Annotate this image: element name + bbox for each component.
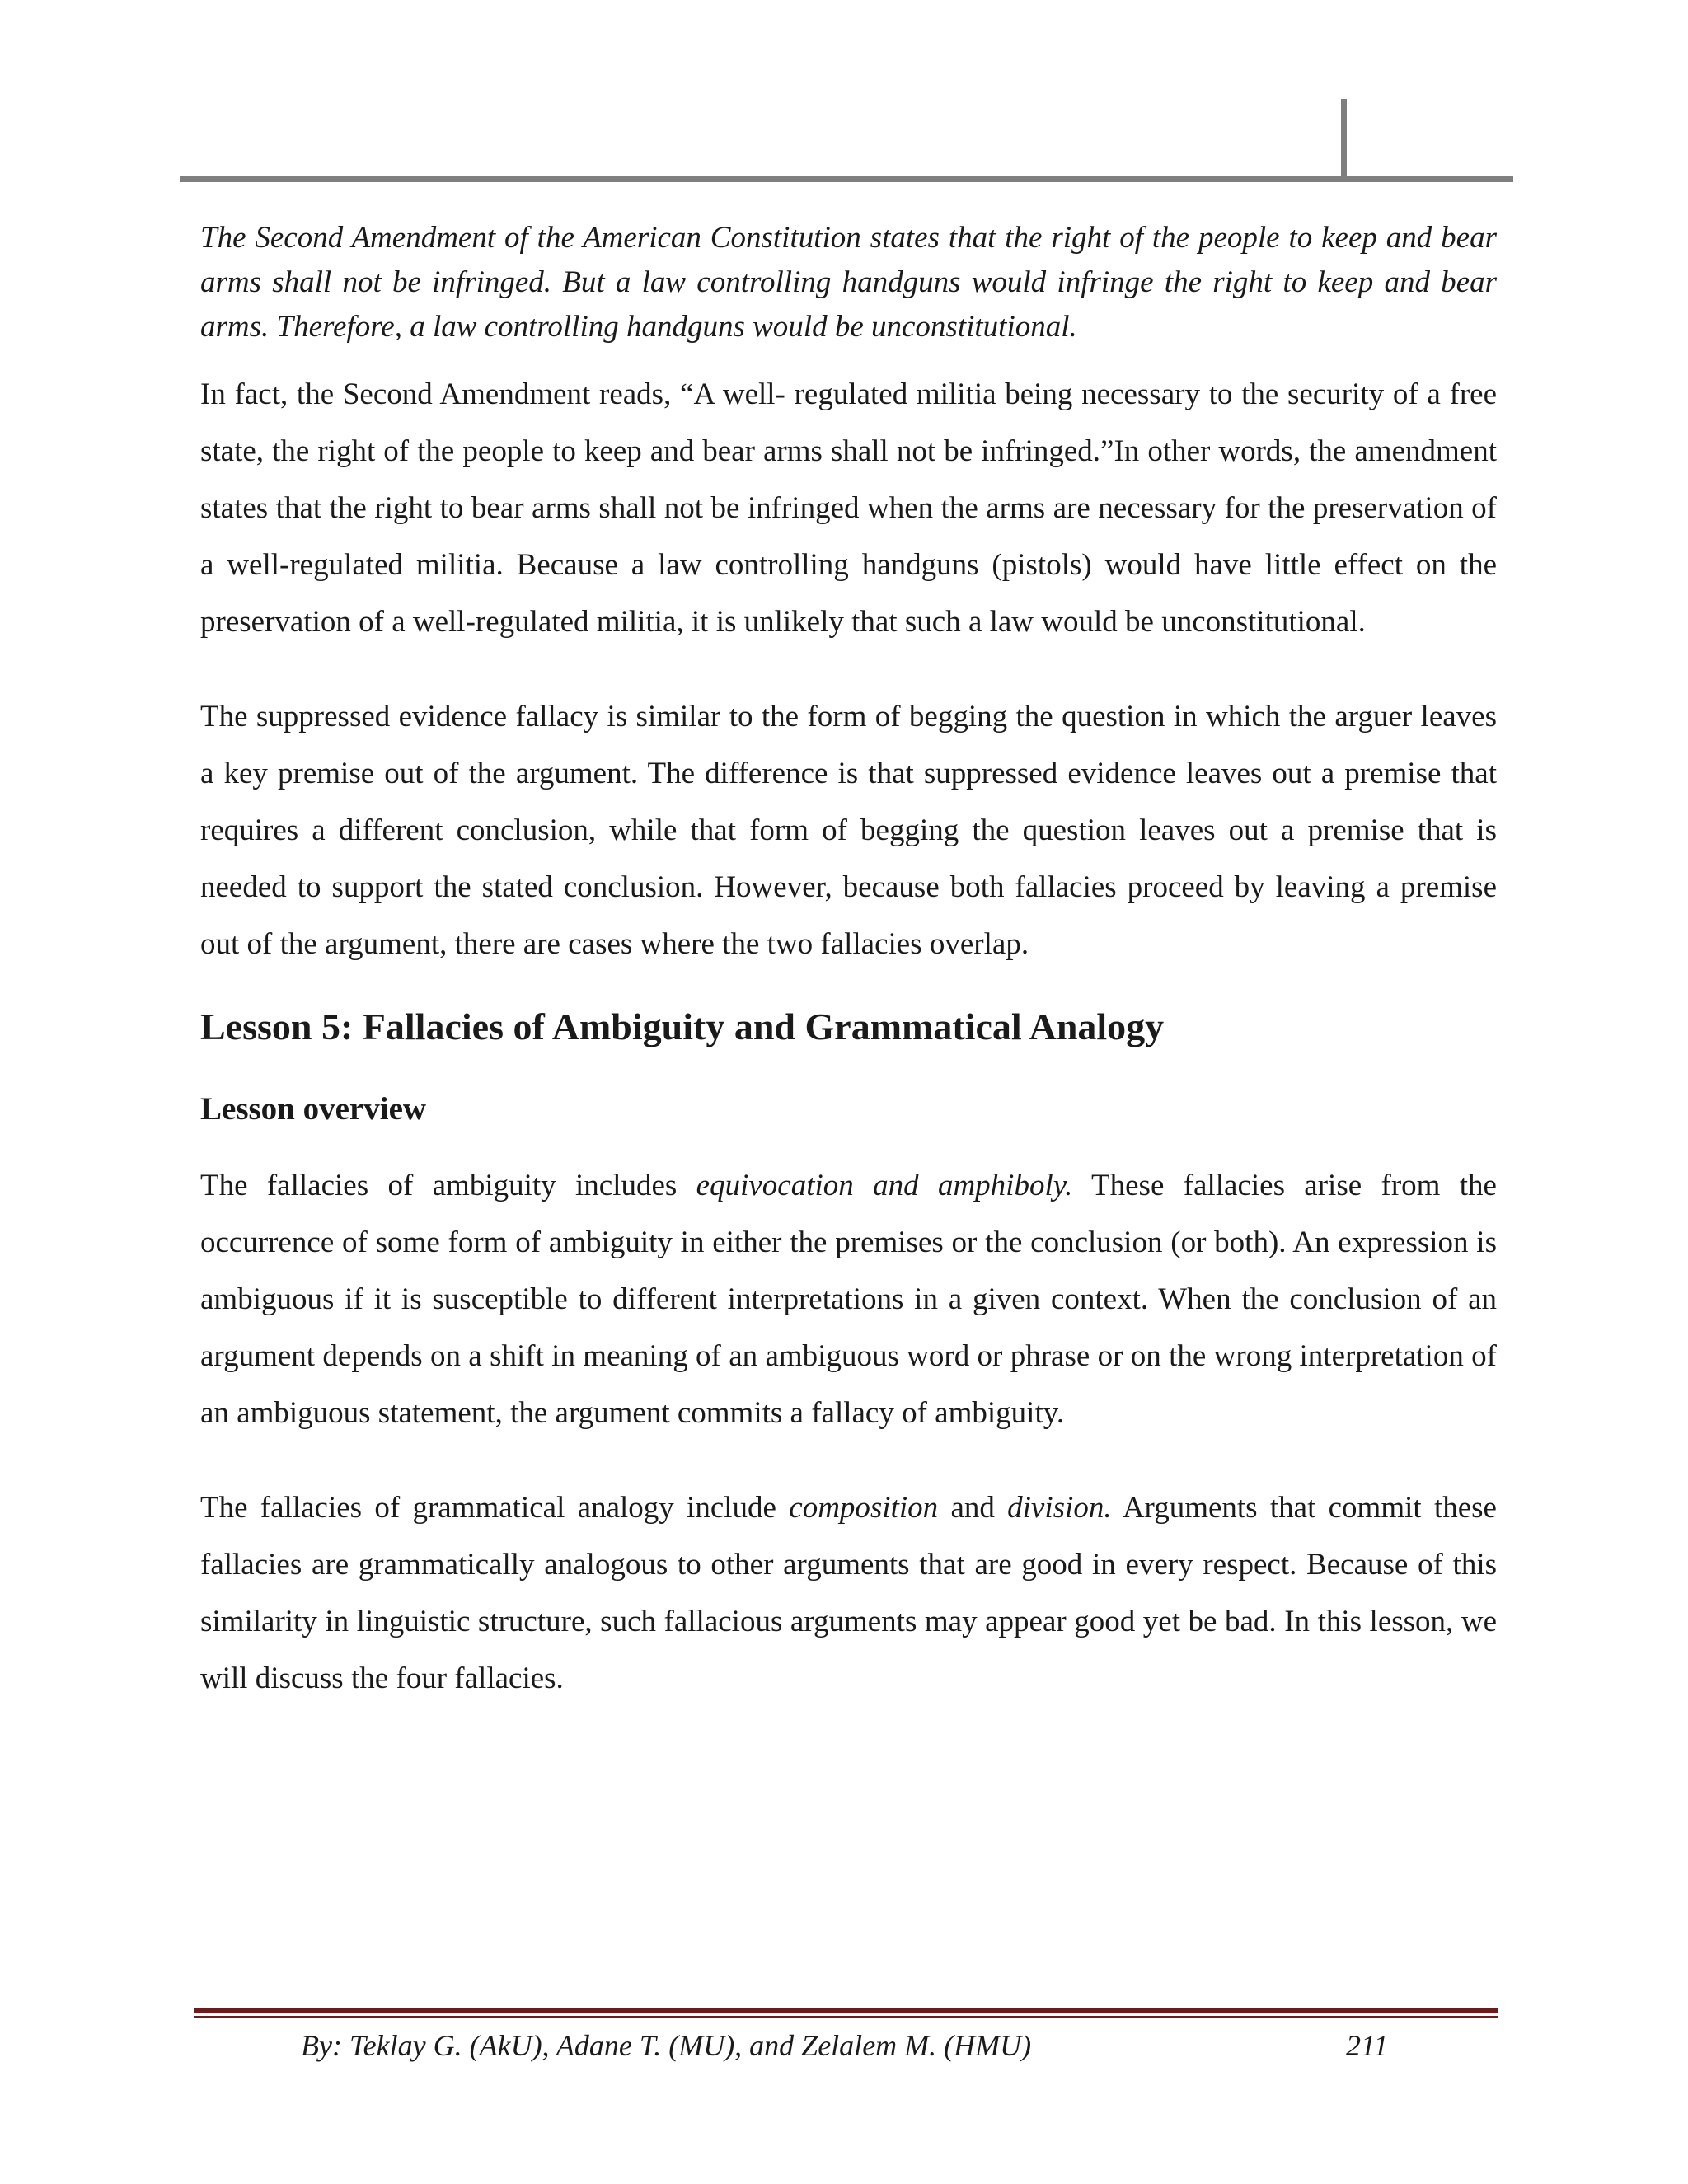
footer-rule-thin [194, 2016, 1498, 2018]
lesson-overview-heading: Lesson overview [200, 1091, 427, 1127]
paragraph-grammatical-analogy [200, 1479, 1497, 1707]
text-segment: Arguments that commit these fallacies are grammatically analogous to other arguments that are good in every respect. Because of this similarity in linguistic structure, such fallacious arguments may appear good yet be bad. In this lesson, we will discuss the four fallacies. [200, 1491, 1497, 1695]
page-number: 211 [1346, 2029, 1389, 2062]
text-segment: The fallacies of ambiguity includes [200, 1169, 696, 1202]
page-content [200, 216, 1497, 1745]
paragraph-fallacies-of-ambiguity [200, 1157, 1497, 1441]
paragraph-second-amendment: In fact, the Second Amendment reads, “A well- regulated militia being necessary to the security of a free state, the right of the people to keep and bear arms shall not be infringed.”In other words, the amendment states that the right to bear arms shall not be infringed when the arms are necessary for the preservation of a well-regulated militia. Because a law controlling handguns (pistols) would have little effect on the preservation of a well-regulated militia, it is unlikely that such a law would be unconstitutional. [200, 377, 1497, 639]
argument-quote: The Second Amendment of the American Constitution states that the right of the people to keep and bear arms shall not be infringed. But a law controlling handguns would infringe the right to keep and bear arms. Therefore, a law controlling handguns would be unconstitutional. [200, 221, 1497, 344]
emphasis-equivocation-amphiboly: equivocation and amphiboly. [696, 1169, 1073, 1202]
paragraph-suppressed-evidence: The suppressed evidence fallacy is similar to the form of begging the question in which the arguer leaves a key premise out of the argument. The difference is that suppressed evidence leaves out a premise that requires a different conclusion, while that form of begging the question leaves out a premise that is needed to support the stated conclusion. However, because both fallacies proceed by leaving a premise out of the argument, there are cases where the two fallacies overlap. [200, 700, 1497, 961]
footer-byline: By: Teklay G. (AkU), Adane T. (MU), and Zelalem M. (HMU) [301, 2029, 1032, 2062]
footer-rule-thick [194, 2008, 1498, 2013]
lesson-heading: Lesson 5: Fallacies of Ambiguity and Grammatical Analogy [200, 1005, 1165, 1047]
text-segment: The fallacies of grammatical analogy include [200, 1491, 790, 1525]
emphasis-division: division. [1007, 1491, 1112, 1525]
text-segment: These fallacies arise from the occurrence of some form of ambiguity in either the premises or the conclusion (or both). An expression is ambiguous if it is susceptible to different interpretations in a given context. When the conclusion of an argument depends on a shift in meaning of an ambiguous word or phrase or on the wrong interpretation of an ambiguous statement, the argument commits a fallacy of ambiguity. [200, 1169, 1497, 1430]
header-rule [180, 176, 1513, 182]
text-segment: and [938, 1491, 1008, 1525]
emphasis-composition: composition [789, 1491, 939, 1525]
header-tick-decoration [1341, 99, 1347, 180]
